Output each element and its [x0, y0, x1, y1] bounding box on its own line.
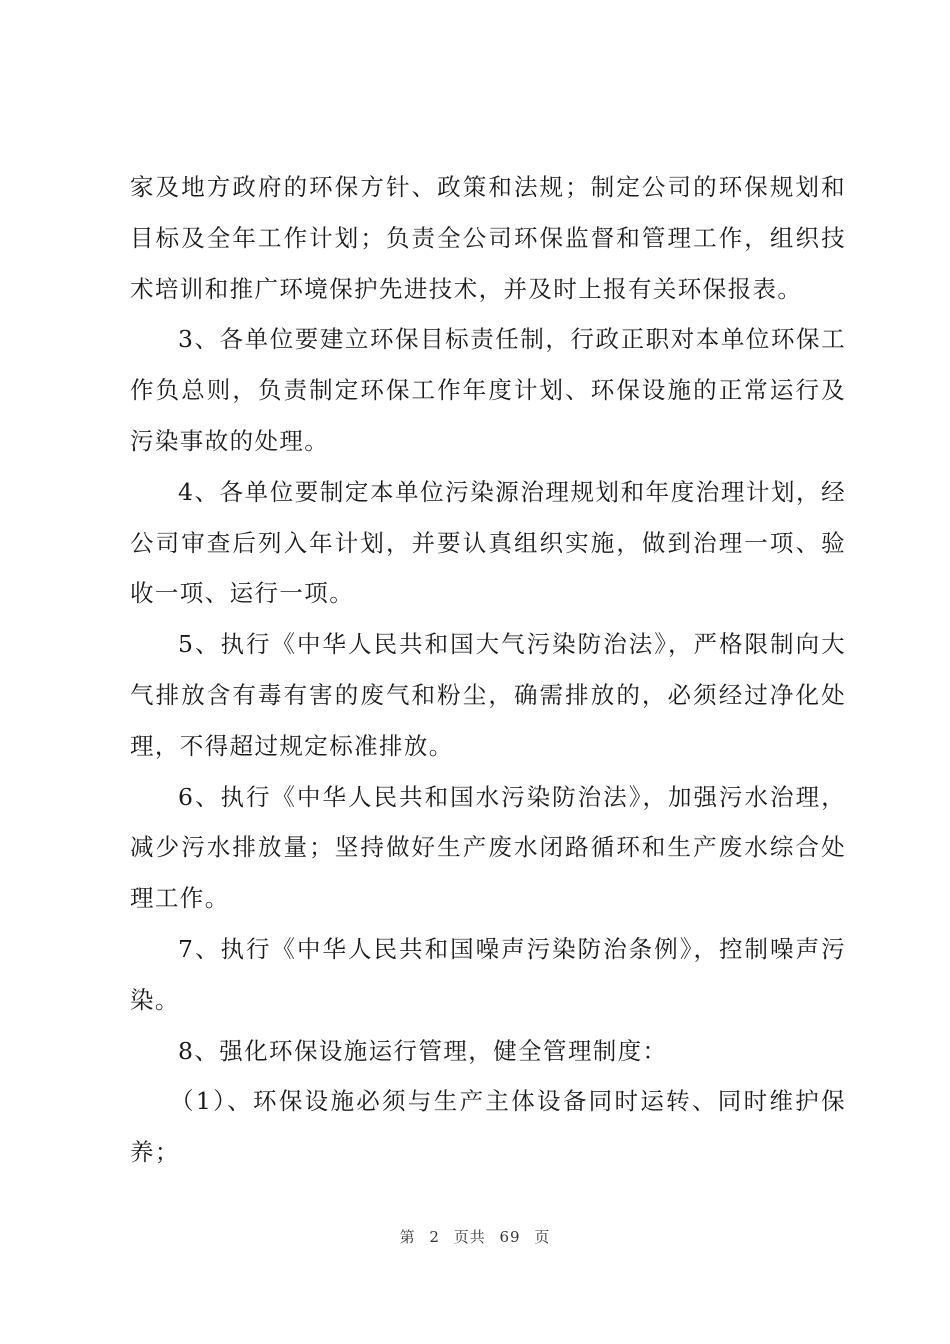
- footer-suffix: 页: [534, 1228, 551, 1246]
- paragraph-item-5: 5、执行《中华人民共和国大气污染防治法》，严格限制向大气排放含有毒有害的废气和粉尘，确需排放的，必须经过净化处理，不得超过规定标准排放。: [130, 630, 846, 760]
- paragraph-item-8: 8、强化环保设施运行管理，健全管理制度：: [178, 1036, 668, 1065]
- footer-prefix: 第: [399, 1228, 416, 1246]
- paragraph-sub-item-1: （1）、环保设施必须与生产主体设备同时运转、同时维护保养；: [130, 1087, 846, 1167]
- page-footer: [0, 1226, 950, 1247]
- paragraph-item-6: 6、执行《中华人民共和国水污染防治法》，加强污水治理，减少污水排放量；坚持做好生产废水闭路循环和生产废水综合处理工作。: [130, 782, 846, 913]
- document-body: [130, 162, 846, 1178]
- footer-total-pages: 69: [499, 1228, 521, 1246]
- footer-middle: 页共: [453, 1228, 486, 1246]
- paragraph-continuation: 家及地方政府的环保方针、政策和法规；制定公司的环保规划和目标及全年工作计划；负责全公司环保监督和管理工作，组织技术培训和推广环境保护先进技术，并及时上报有关环保报表。: [130, 173, 846, 303]
- paragraph-item-3: 3、各单位要建立环保目标责任制，行政正职对本单位环保工作负总则，负责制定环保工作年度计划、环保设施的正常运行及污染事故的处理。: [130, 325, 846, 455]
- footer-page-number: 2: [429, 1228, 440, 1246]
- paragraph-item-4: 4、各单位要制定本单位污染源治理规划和年度治理计划，经公司审查后列入年计划，并要认真组织实施，做到治理一项、验收一项、运行一项。: [130, 477, 846, 608]
- paragraph-item-7: 7、执行《中华人民共和国噪声污染防治条例》，控制噪声污染。: [130, 934, 846, 1014]
